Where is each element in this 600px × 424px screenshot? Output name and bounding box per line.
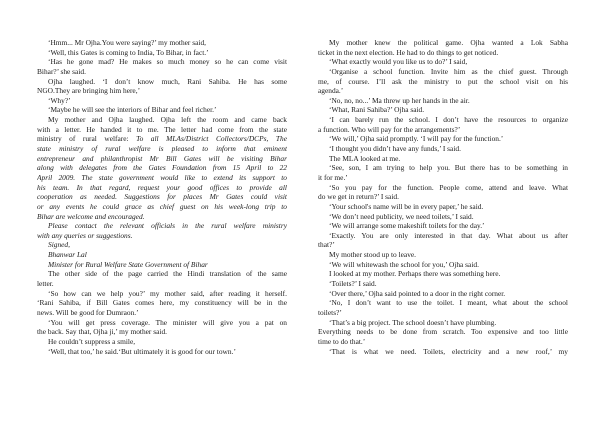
letter-line: with any queries or suggestions. — [37, 230, 133, 240]
text-line — [37, 134, 287, 144]
letter-signatory-title: Minister for Rural Welfare State Government of Bihar — [48, 259, 208, 269]
text-line: news. Will be good for Dumraon.’ — [37, 307, 139, 317]
text-line: ‘Your school's name will be in every paper,’ he said. — [329, 201, 484, 211]
text-line: ‘Has he gone mad? He makes so much money so he can come visit — [48, 57, 287, 67]
text-line: He couldn’t suppress a smile, — [48, 336, 136, 346]
text-line: The MLA looked at me. — [329, 153, 401, 163]
text-line: ‘Over there,’ Ojha said pointed to a door in the right corner. — [329, 288, 506, 298]
letter-line: state ministry of rural welfare is pleased to inform that eminent — [37, 144, 287, 154]
text-line: a function. Who will pay for the arrangements?’ — [318, 124, 461, 134]
text-line: ‘We will arrange some makeshift toilets for the day.’ — [329, 221, 485, 231]
left-page — [37, 38, 287, 356]
letter-signatory: Bhanwar Lal — [48, 250, 87, 260]
letter-line: cooperation as needed. Suggestions for places Mr Gates could visit — [37, 192, 287, 202]
text-line: ticket in the next election. He had to do things to get noticed. — [318, 47, 499, 57]
text-line: the back. Say that, Ojha ji,’ my mother said. — [37, 327, 167, 337]
text-line: ‘No, no, no...’ Ma threw up her hands in the air. — [329, 95, 470, 105]
letter-line: entrepreneur and philanthropist Mr Bill Gates will be visiting Bihar — [37, 153, 287, 163]
text-line: ‘See, son, I am trying to help you. But there has to be something in — [329, 163, 568, 173]
text-line: ‘That’s a big project. The school doesn’t have plumbing. — [329, 317, 497, 327]
text-line: ‘Organise a school function. Invite him as the chief guest. Through — [329, 66, 568, 76]
text-span: ministry of rural welfare: — [37, 134, 129, 144]
text-line: ‘You will get press coverage. The minister will give you a pat on — [48, 317, 287, 327]
text-line: it for me.’ — [318, 172, 348, 182]
text-line: ‘So you pay for the function. People come, attend and leave. What — [329, 182, 568, 192]
letter-line: or any events he could grace as chief guest on his week-long trip to — [37, 201, 287, 211]
text-line: time to do that.’ — [318, 336, 366, 346]
text-line: do we get in return?’ I said. — [318, 192, 399, 202]
right-page — [318, 38, 568, 356]
text-line: ‘Well, this Gates is coming to India, To Bihar, in fact.’ — [48, 47, 209, 57]
text-line: ‘We will,’ Ojha said promptly. ‘I will pay for the function.’ — [329, 134, 504, 144]
text-line: that?’ — [318, 240, 335, 250]
text-line: My mother stood up to leave. — [329, 250, 417, 260]
text-line: ‘That is what we need. Toilets, electricity and a new roof,’ my — [329, 346, 568, 356]
text-line: My mother and Ojha laughed. Ojha left the room and came back — [48, 115, 287, 125]
text-line: ‘What, Rani Sahiba?’ Ojha said. — [329, 105, 425, 115]
text-line: The other side of the page carried the Hindi translation of the same — [48, 269, 287, 279]
text-line: ‘I thought you didn’t have any funds,’ I said. — [329, 144, 461, 154]
text-line: ‘Why?’ — [48, 95, 71, 105]
text-line: Ojha laughed. ‘I don’t know much, Rani Sahiba. He has some — [48, 76, 287, 86]
text-line: ‘Exactly. You are only interested in that day. What about us after — [329, 230, 568, 240]
text-line: ‘Well, that too,’ he said.‘But ultimately it is good for our town.’ — [48, 346, 236, 356]
text-line: My mother knew the political game. Ojha wanted a Lok Sabha — [329, 38, 568, 47]
letter-line: his team. In that regard, request your good offices to provide all — [37, 182, 287, 192]
text-line: ‘Hmm... Mr Ojha.You were saying?’ my mother said, — [48, 38, 206, 47]
text-line: me, of course. I’ll ask the ministry to put the school visit on his — [318, 76, 568, 86]
text-line: Bihar?’ she said. — [37, 66, 86, 76]
text-line: NGO.They are bringing him here,’ — [37, 86, 141, 96]
text-line: ‘No, I don’t want to use the toilet. I meant, what about the school — [329, 298, 568, 308]
text-line: ‘Toilets?’ I said. — [329, 279, 377, 289]
text-line: ‘What exactly would you like us to do?’ I said, — [329, 57, 468, 67]
text-line: ‘Maybe he will see the interiors of Bihar and feel richer.’ — [48, 105, 217, 115]
text-line: I looked at my mother. Perhaps there was something here. — [329, 269, 501, 279]
text-line: ‘I can barely run the school. I don’t have the resources to organize — [329, 115, 568, 125]
text-line: Everything needs to be done from scratch. Too expensive and too little — [318, 327, 568, 337]
text-line: ‘So how can we help you?’ my mother said, after reading it herself. — [48, 288, 287, 298]
letter-line: Bihar are welcome and encouraged. — [37, 211, 145, 221]
text-line: with a letter. He handed it to me. The letter had come from the state — [37, 124, 287, 134]
text-line: letter. — [37, 279, 54, 289]
text-line: ‘Rani Sahiba, if Bill Gates comes here, my constituency will be in the — [37, 298, 287, 308]
text-line: agenda.’ — [318, 86, 344, 96]
text-line: toilets?’ — [318, 307, 342, 317]
letter-text: To all MLAs/District Collectors/DCPs, The — [136, 134, 287, 144]
letter-line: April 2009. The state government would like to extend its support to — [37, 172, 287, 182]
text-line: ‘We will whitewash the school for you,’ Ojha said. — [329, 259, 479, 269]
letter-line: Please contact the relevant officials in the rural welfare ministry — [48, 221, 287, 231]
letter-line: along with delegates from the Gates Foundation from 15 April to 22 — [37, 163, 287, 173]
letter-signoff: Signed, — [48, 240, 70, 250]
text-line: ‘We don’t need publicity, we need toilets,’ I said. — [329, 211, 474, 221]
